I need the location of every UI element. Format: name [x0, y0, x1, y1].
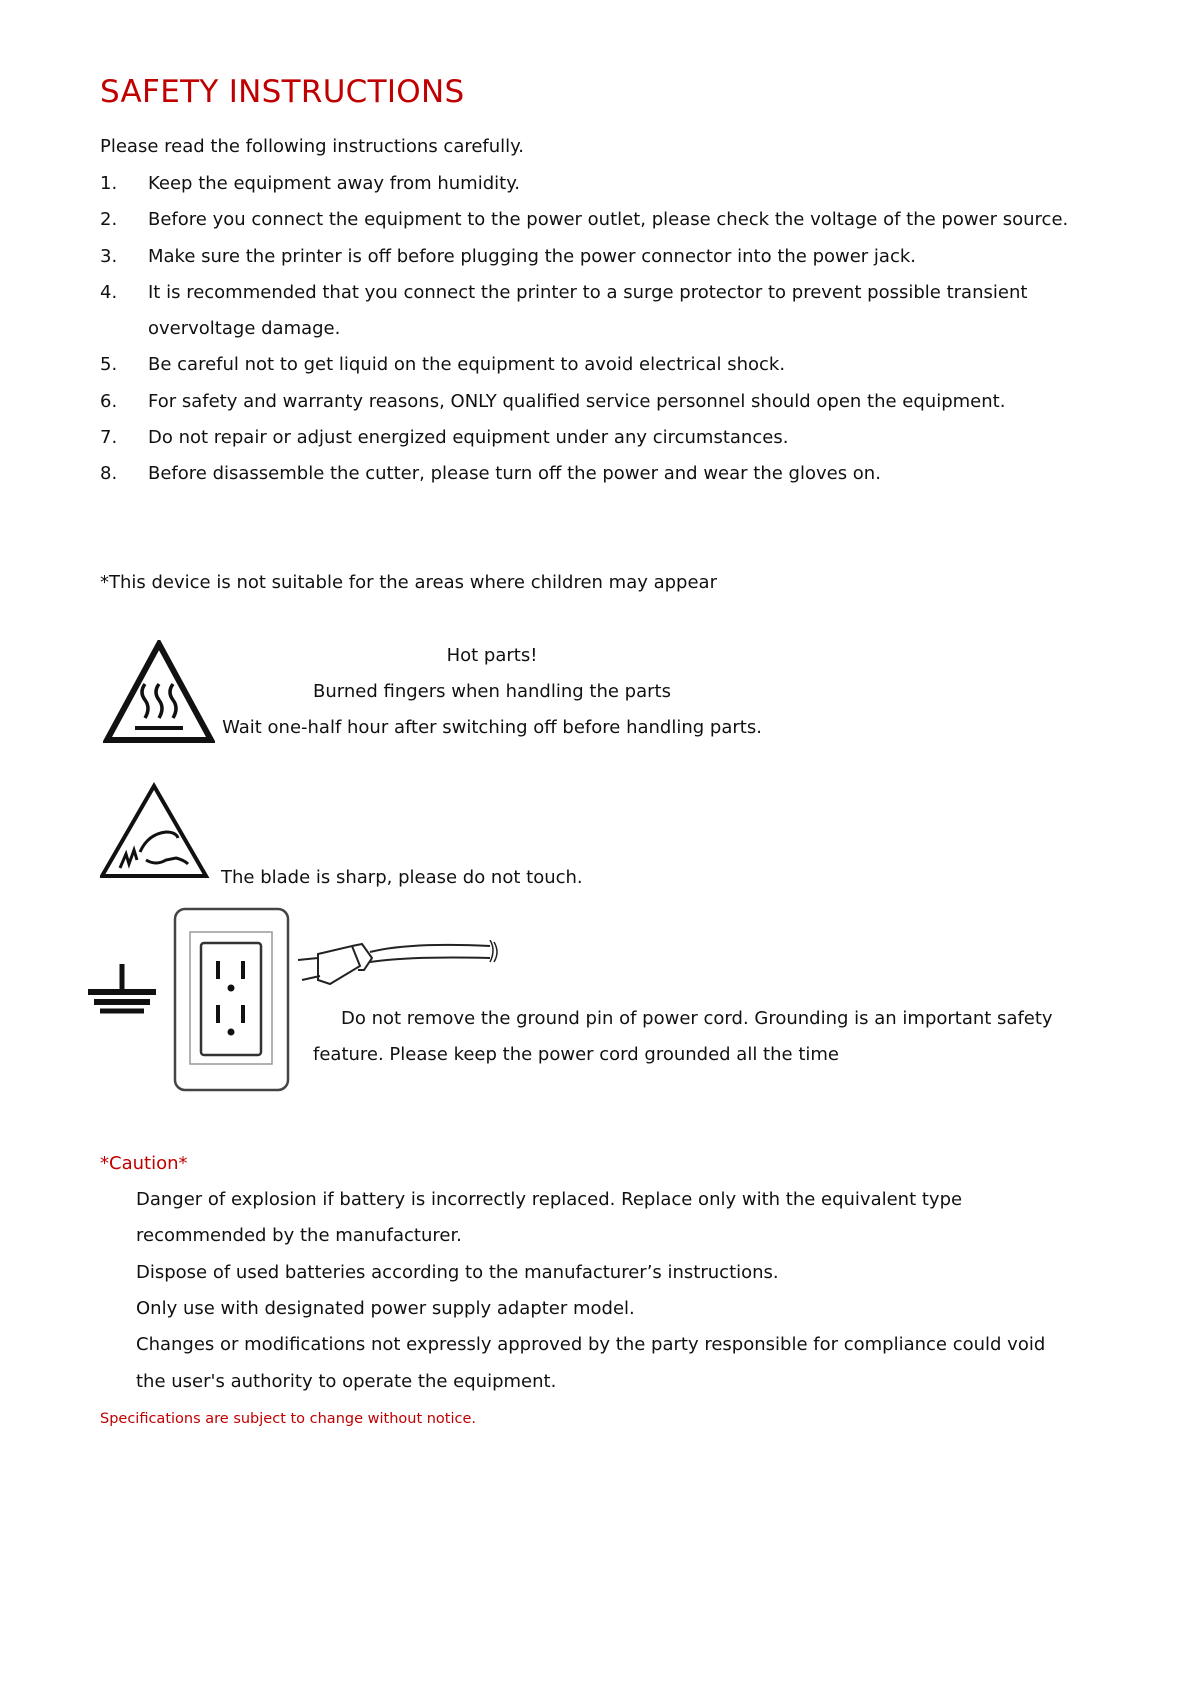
page-title: SAFETY INSTRUCTIONS: [100, 74, 465, 110]
hot-parts-line: Burned fingers when handling the parts: [313, 681, 671, 702]
list-item: Before you connect the equipment to the power outlet, please check the voltage of the power source.: [148, 209, 1069, 230]
list-number: 4.: [100, 282, 118, 303]
caution-line: the user's authority to operate the equipment.: [136, 1371, 557, 1392]
list-number: 5.: [100, 354, 118, 375]
caution-line: Changes or modifications not expressly approved by the party responsible for compliance could void: [136, 1334, 1046, 1355]
blade-warning-text: The blade is sharp, please do not touch.: [221, 867, 583, 888]
ground-warning-text: feature. Please keep the power cord grounded all the time: [313, 1044, 839, 1065]
list-item-continuation: overvoltage damage.: [148, 318, 341, 339]
caution-line: Dispose of used batteries according to the manufacturer’s instructions.: [136, 1262, 779, 1283]
caution-heading: *Caution*: [100, 1153, 188, 1174]
caution-line: Only use with designated power supply adapter model.: [136, 1298, 635, 1319]
list-item: Be careful not to get liquid on the equipment to avoid electrical shock.: [148, 354, 786, 375]
caution-line: recommended by the manufacturer.: [136, 1225, 462, 1246]
list-item: Make sure the printer is off before plugging the power connector into the power jack.: [148, 246, 917, 267]
list-item: Keep the equipment away from humidity.: [148, 173, 521, 194]
ground-symbol-icon: [86, 962, 158, 1014]
ground-warning-text: Do not remove the ground pin of power cord. Grounding is an important safety: [341, 1008, 1053, 1029]
list-item: Do not repair or adjust energized equipment under any circumstances.: [148, 427, 789, 448]
hot-parts-title: Hot parts!: [446, 645, 538, 666]
intro-text: Please read the following instructions carefully.: [100, 136, 524, 157]
list-number: 7.: [100, 427, 118, 448]
footer-note: Specifications are subject to change without notice.: [100, 1411, 477, 1427]
list-item: It is recommended that you connect the printer to a surge protector to prevent possible transient: [148, 282, 1028, 303]
hot-surface-warning-icon: [103, 640, 215, 744]
list-item: For safety and warranty reasons, ONLY qualified service personnel should open the equipment.: [148, 391, 1006, 412]
power-plug-icon: [296, 940, 504, 990]
list-item: Before disassemble the cutter, please turn off the power and wear the gloves on.: [148, 463, 881, 484]
list-number: 2.: [100, 209, 118, 230]
list-number: 6.: [100, 391, 118, 412]
list-number: 1.: [100, 173, 118, 194]
sharp-blade-warning-icon: [100, 782, 210, 880]
hot-parts-line: Wait one-half hour after switching off before handling parts.: [222, 717, 762, 738]
children-note: *This device is not suitable for the areas where children may appear: [100, 572, 717, 593]
list-number: 3.: [100, 246, 118, 267]
caution-line: Danger of explosion if battery is incorrectly replaced. Replace only with the equivalent type: [136, 1189, 963, 1210]
list-number: 8.: [100, 463, 118, 484]
grounded-outlet-icon: [172, 906, 292, 1094]
